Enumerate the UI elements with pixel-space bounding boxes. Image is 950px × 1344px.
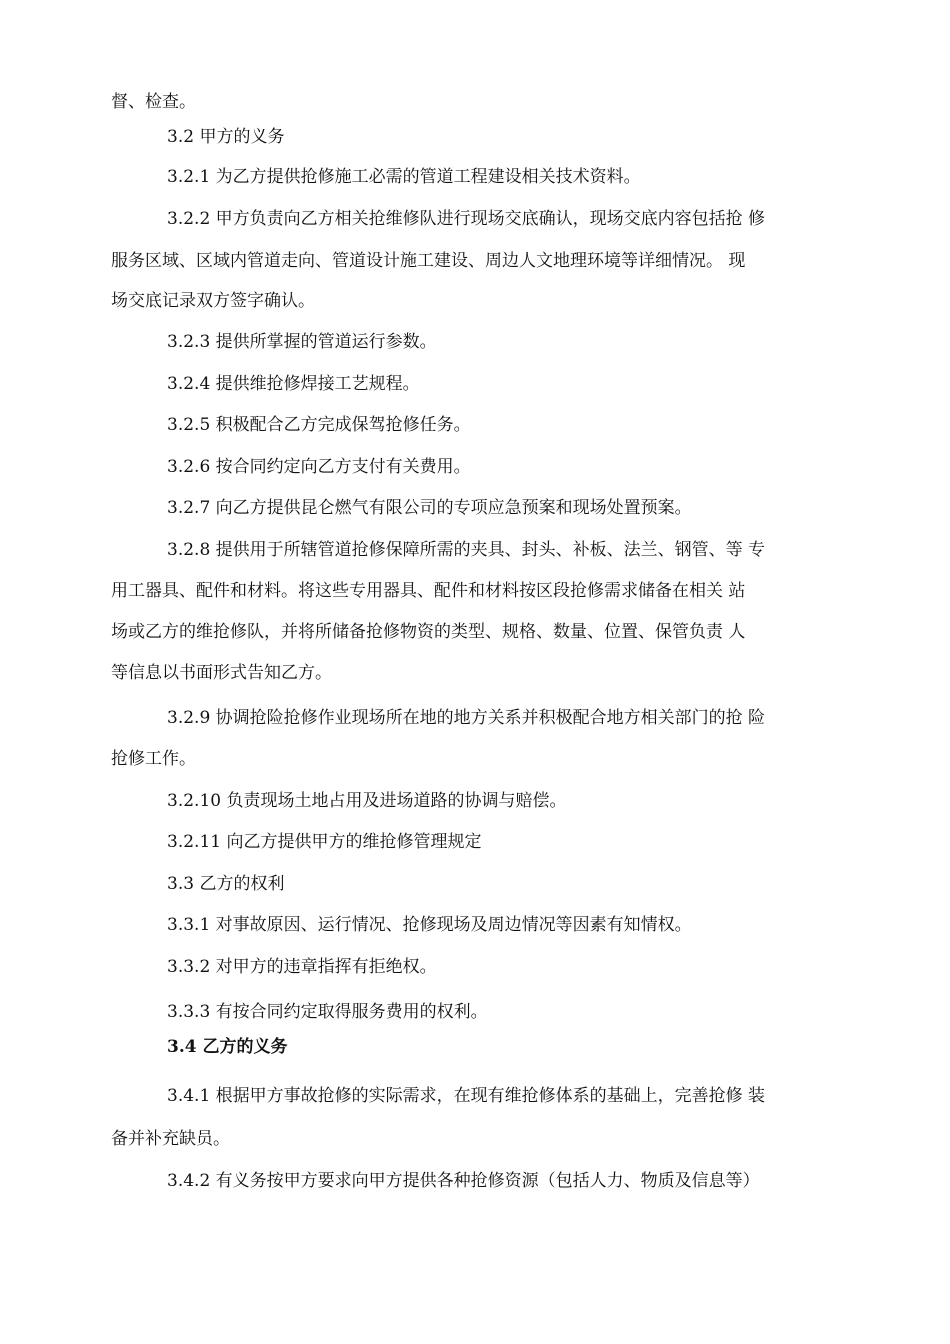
text-line: 3.4.2 有义务按甲方要求向甲方提供各种抢修资源（包括人力、物质及信息等） bbox=[167, 1171, 760, 1191]
text-line: 场或乙方的维抢修队，并将所储备抢修物资的类型、规格、数量、位置、保管负责 人 bbox=[111, 622, 746, 642]
text-line: 3.2.4 提供维抢修焊接工艺规程。 bbox=[167, 374, 420, 394]
text-line: 3.2.2 甲方负责向乙方相关抢维修队进行现场交底确认，现场交底内容包括抢 修 bbox=[167, 209, 766, 229]
text-line: 等信息以书面形式告知乙方。 bbox=[111, 663, 332, 683]
text-line: 督、检查。 bbox=[111, 92, 196, 112]
text-line: 3.2.3 提供所掌握的管道运行参数。 bbox=[167, 332, 437, 352]
section-heading: 3.4 乙方的义务 bbox=[167, 1037, 288, 1057]
text-line: 3.2.5 积极配合乙方完成保驾抢修任务。 bbox=[167, 415, 471, 435]
text-line: 抢修工作。 bbox=[111, 749, 196, 769]
text-line: 3.3.2 对甲方的违章指挥有拒绝权。 bbox=[167, 957, 437, 977]
text-line: 3.2.1 为乙方提供抢修施工必需的管道工程建设相关技术资料。 bbox=[167, 167, 641, 187]
section-heading: 3.3 乙方的权利 bbox=[167, 874, 285, 894]
section-heading: 3.2 甲方的义务 bbox=[167, 127, 285, 147]
text-line: 3.2.7 向乙方提供昆仑燃气有限公司的专项应急预案和现场处置预案。 bbox=[167, 498, 692, 518]
text-line: 用工器具、配件和材料。将这些专用器具、配件和材料按区段抢修需求储备在相关 站 bbox=[111, 581, 746, 601]
text-line: 3.3.3 有按合同约定取得服务费用的权利。 bbox=[167, 1002, 488, 1022]
text-line: 3.3.1 对事故原因、运行情况、抢修现场及周边情况等因素有知情权。 bbox=[167, 915, 692, 935]
text-line: 3.2.6 按合同约定向乙方支付有关费用。 bbox=[167, 457, 471, 477]
text-line: 3.2.10 负责现场土地占用及进场道路的协调与赔偿。 bbox=[167, 791, 567, 811]
text-line: 备并补充缺员。 bbox=[111, 1129, 230, 1149]
text-line: 3.4.1 根据甲方事故抢修的实际需求，在现有维抢修体系的基础上，完善抢修 装 bbox=[167, 1086, 766, 1106]
text-line: 场交底记录双方签字确认。 bbox=[111, 291, 315, 311]
text-line: 服务区域、区域内管道走向、管道设计施工建设、周边人文地理环境等详细情况。 现 bbox=[111, 251, 746, 271]
text-line: 3.2.8 提供用于所辖管道抢修保障所需的夹具、封头、补板、法兰、钢管、等 专 bbox=[167, 540, 766, 560]
text-line: 3.2.9 协调抢险抢修作业现场所在地的地方关系并积极配合地方相关部门的抢 险 bbox=[167, 708, 766, 728]
text-line: 3.2.11 向乙方提供甲方的维抢修管理规定 bbox=[167, 832, 482, 852]
